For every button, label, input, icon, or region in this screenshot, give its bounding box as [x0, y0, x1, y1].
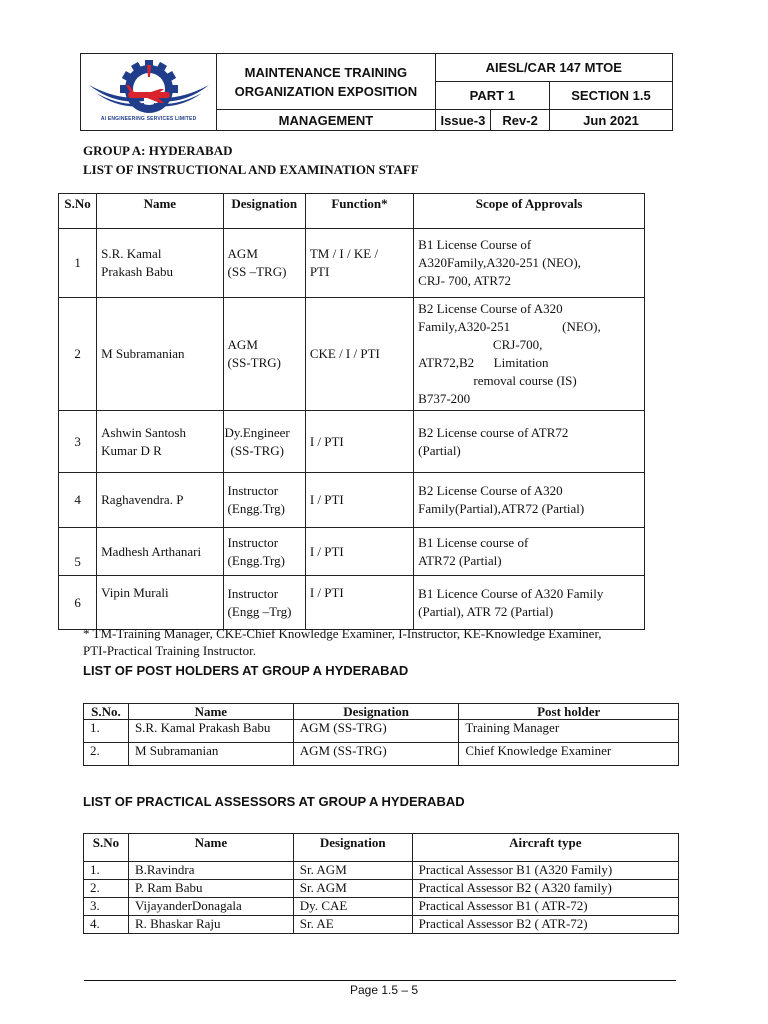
col-header: S.No: [84, 834, 129, 862]
row-name: Vipin Murali: [97, 576, 223, 630]
col-header: Function*: [305, 194, 413, 229]
col-header: Name: [97, 194, 223, 229]
row-name: M Subramanian: [97, 298, 223, 411]
row-sno: 2: [59, 298, 97, 411]
staff-heading: LIST OF INSTRUCTIONAL AND EXAMINATION STAFF: [83, 162, 419, 177]
row-sno: 5: [59, 528, 97, 576]
table-row: [59, 473, 645, 528]
page-number: Page 1.5 – 5: [349, 983, 419, 997]
table-row: [84, 916, 679, 934]
table-row: [59, 229, 645, 298]
table-row: [84, 880, 679, 898]
row-name: Ashwin Santosh Kumar D R: [97, 411, 223, 473]
cell: Practical Assessor B1 (A320 Family): [412, 862, 678, 880]
row-sno: 4: [59, 473, 97, 528]
header-subtitle: MANAGEMENT: [217, 110, 435, 131]
aiesl-logo: [84, 55, 214, 130]
cell: AGM (SS-TRG): [293, 720, 459, 743]
section-cell: SECTION 1.5: [550, 82, 673, 110]
date-cell: Jun 2021: [550, 110, 673, 131]
row-designation: Instructor (Engg.Trg): [223, 528, 305, 576]
row-designation: AGM (SS –TRG): [223, 229, 305, 298]
cell: AGM (SS-TRG): [293, 743, 459, 766]
post-holders-table: [83, 703, 679, 766]
row-name: Raghavendra. P: [97, 473, 223, 528]
cell: S.R. Kamal Prakash Babu: [128, 720, 293, 743]
row-name: S.R. Kamal Prakash Babu: [97, 229, 223, 298]
document-header: [80, 53, 673, 131]
row-name: Madhesh Arthanari: [97, 528, 223, 576]
logo-cell: [81, 54, 217, 131]
group-heading: GROUP A: HYDERABAD: [83, 143, 233, 158]
table-row: [59, 528, 645, 576]
assessors-table: [83, 833, 679, 934]
table-row: [59, 298, 645, 411]
cell: Sr. AGM: [293, 880, 412, 898]
cell: 3.: [84, 898, 129, 916]
row-function: CKE / I / PTI: [305, 298, 413, 411]
cell: 1.: [84, 862, 129, 880]
col-header: Aircraft type: [412, 834, 678, 862]
cell: Practical Assessor B1 ( ATR-72): [412, 898, 678, 916]
col-header: Designation: [293, 704, 459, 720]
table-row: [84, 720, 679, 743]
row-function: I / PTI: [305, 528, 413, 576]
cell: VijayanderDonagala: [128, 898, 293, 916]
row-function: I / PTI: [305, 411, 413, 473]
row-function: I / PTI: [305, 473, 413, 528]
row-scope: B1 License course of ATR72 (Partial): [414, 528, 645, 576]
col-header: S.No.: [84, 704, 129, 720]
cell: Dy. CAE: [293, 898, 412, 916]
row-sno: 1: [59, 229, 97, 298]
row-designation: AGM (SS-TRG): [223, 298, 305, 411]
gear-plane-icon: [84, 55, 214, 117]
row-scope: B1 Licence Course of A320 Family (Partial), ATR 72 (Partial): [414, 576, 645, 630]
row-sno: 3: [59, 411, 97, 473]
issue-cell: Issue-3: [435, 110, 491, 131]
title-line1: MAINTENANCE TRAINING: [244, 64, 408, 80]
staff-table: [58, 193, 645, 630]
rev-cell: Rev-2: [491, 110, 550, 131]
assessors-heading: LIST OF PRACTICAL ASSESSORS AT GROUP A HYDERABAD: [83, 794, 465, 809]
row-scope: B2 License Course of A320 Family(Partial),ATR72 (Partial): [414, 473, 645, 528]
cell: Sr. AE: [293, 916, 412, 934]
cell: 4.: [84, 916, 129, 934]
row-designation: Dy.Engineer (SS-TRG): [223, 411, 305, 473]
header-title: [217, 54, 435, 110]
row-function: I / PTI: [305, 576, 413, 630]
cell: Sr. AGM: [293, 862, 412, 880]
doc-ref: AIESL/CAR 147 MTOE: [435, 54, 672, 82]
col-header: Scope of Approvals: [414, 194, 645, 229]
col-header: Post holder: [459, 704, 679, 720]
footnote-line2: PTI-Practical Training Instructor.: [83, 643, 256, 658]
part-cell: PART 1: [435, 82, 549, 110]
footnote-line1: * TM-Training Manager, CKE-Chief Knowledge Examiner, I-Instructor, KE-Knowledge Examiner,: [83, 626, 602, 641]
table-row: [59, 411, 645, 473]
row-designation: Instructor (Engg –Trg): [223, 576, 305, 630]
cell: Practical Assessor B2 ( ATR-72): [412, 916, 678, 934]
col-header: S.No: [59, 194, 97, 229]
cell: B.Ravindra: [128, 862, 293, 880]
cell: Training Manager: [459, 720, 679, 743]
cell: Chief Knowledge Examiner: [459, 743, 679, 766]
row-scope: B1 License Course of A320Family,A320-251 (NEO), CRJ- 700, ATR72: [414, 229, 645, 298]
logo-subtext: AI ENGINEERING SERVICES LIMITED: [100, 115, 197, 122]
col-header: Name: [128, 834, 293, 862]
row-sno: 6: [59, 576, 97, 630]
cell: 1.: [84, 720, 129, 743]
cell: R. Bhaskar Raju: [128, 916, 293, 934]
row-scope: B2 License Course of A320 Family,A320-251 (NEO), CRJ-700, ATR72,B2 Limitation removal course (IS) B737-200: [414, 298, 645, 411]
title-line2: ORGANIZATION EXPOSITION: [234, 83, 418, 99]
col-header: Name: [128, 704, 293, 720]
table-row: [84, 898, 679, 916]
cell: Practical Assessor B2 ( A320 family): [412, 880, 678, 898]
row-function: TM / I / KE / PTI: [305, 229, 413, 298]
cell: M Subramanian: [128, 743, 293, 766]
row-designation: Instructor (Engg.Trg): [223, 473, 305, 528]
cell: 2.: [84, 743, 129, 766]
cell: P. Ram Babu: [128, 880, 293, 898]
footer-divider: [84, 980, 676, 981]
table-row: [84, 743, 679, 766]
col-header: Designation: [223, 194, 305, 229]
table-row: [84, 862, 679, 880]
col-header: Designation: [293, 834, 412, 862]
row-scope: B2 License course of ATR72 (Partial): [414, 411, 645, 473]
footnote: [83, 625, 602, 659]
table-row: [59, 576, 645, 630]
posts-heading: LIST OF POST HOLDERS AT GROUP A HYDERABAD: [83, 663, 409, 678]
cell: 2.: [84, 880, 129, 898]
